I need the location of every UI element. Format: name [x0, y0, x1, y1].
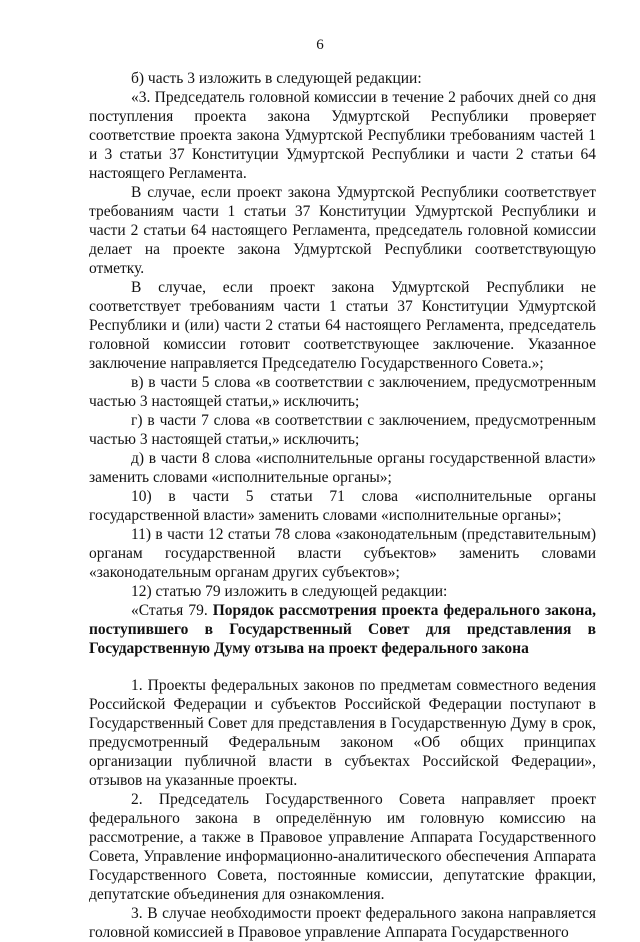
- paragraph: 11) в части 12 статьи 78 слова «законодательным (представительным) органам государственной власти субъектов» заменить словами «законодательным органам других субъектов»;: [89, 526, 596, 581]
- paragraph: г) в части 7 слова «в соответствии с заключением, предусмотренным частью 3 настоящей статьи,» исключить;: [89, 412, 596, 448]
- paragraph: 2. Председатель Государственного Совета направляет проект федерального закона в определённую им головную комиссию на рассмотрение, а также в Правовое управление Аппарата Государственного Совета, Управление информационно-аналитического обеспечения Аппарата Государственного Совета, постоянные комиссии, депутатские фракции, депутатские объединения для ознакомления.: [89, 791, 596, 903]
- paragraph: в) в части 5 слова «в соответствии с заключением, предусмотренным частью 3 настоящей статьи,» исключить;: [89, 374, 596, 410]
- page-number: 6: [316, 37, 324, 53]
- paragraph: б) часть 3 изложить в следующей редакции:: [131, 70, 422, 87]
- paragraph: 3. В случае необходимости проект федерального закона направляется головной комиссией в Правовое управление Аппарата Государственного: [89, 905, 596, 941]
- paragraph: «3. Председатель головной комиссии в течение 2 рабочих дней со дня поступления проекта закона Удмуртской Республики проверяет соответствие проекта закона Удмуртской Республики требованиям частей 1 и 3 статьи 37 Конституции Удмуртской Республики и части 2 статьи 64 настоящего Регламента.: [89, 89, 596, 182]
- article-title: Порядок рассмотрения проекта федерального закона, поступившего в Государственный Совет для представления в Государственную Думу отзыва на проект федерального закона: [89, 602, 596, 657]
- paragraph: 10) в части 5 статьи 71 слова «исполнительные органы государственной власти» заменить словами «исполнительные органы»;: [89, 488, 596, 524]
- document-body: [89, 69, 596, 942]
- paragraph: д) в части 8 слова «исполнительные органы государственной власти» заменить словами «исполнительные органы»;: [89, 450, 596, 486]
- article-heading: [89, 601, 596, 658]
- paragraph: В случае, если проект закона Удмуртской Республики не соответствует требованиям части 1 статьи 37 Конституции Удмуртской Республики и (или) части 2 статьи 64 настоящего Регламента, председатель головной комиссии готовит соответствующее заключение. Указанное заключение направляется Председателю Государственного Совета.»;: [89, 279, 596, 372]
- paragraph: В случае, если проект закона Удмуртской Республики соответствует требованиям части 1 статьи 37 Конституции Удмуртской Республики и части 2 статьи 64 настоящего Регламента, председатель головной комиссии делает на проекте закона Удмуртской Республики соответствующую отметку.: [89, 184, 596, 277]
- paragraph: 12) статью 79 изложить в следующей редакции:: [131, 583, 448, 600]
- paragraph: 1. Проекты федеральных законов по предметам совместного ведения Российской Федерации и субъектов Российской Федерации поступают в Государственный Совет для представления в Государственную Думу в срок, предусмотренный Федеральным законом «Об общих принципах организации публичной власти в субъектах Российской Федерации», отзывов на указанные проекты.: [89, 677, 596, 789]
- article-prefix: «Статья 79.: [131, 602, 213, 619]
